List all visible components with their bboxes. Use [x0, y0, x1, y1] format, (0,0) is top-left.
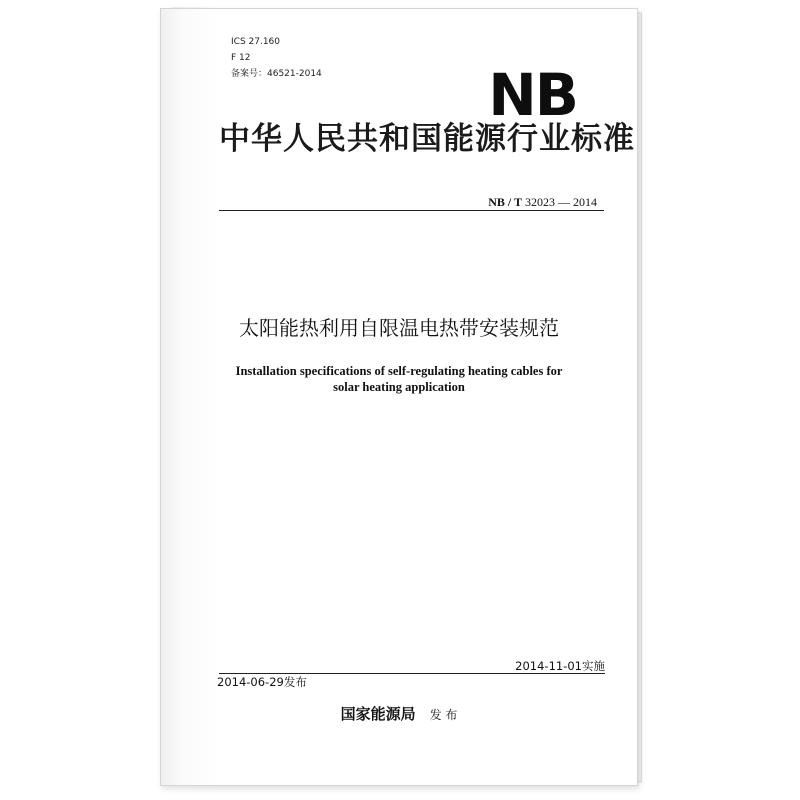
ics-code: ICS 27.160 [231, 37, 281, 47]
standard-category: 中华人民共和国能源行业标准 [219, 121, 635, 157]
title-english [161, 363, 637, 395]
issue-date: 2014-06-29发布 [217, 675, 307, 689]
filing-number: 备案号：46521-2014 [231, 69, 322, 79]
standard-prefix: NB / T [488, 195, 522, 209]
nb-logo: NB [488, 61, 577, 129]
implementation-date: 2014-11-01实施 [515, 659, 605, 673]
title-chinese: 太阳能热利用自限温电热带安装规范 [239, 316, 559, 340]
publisher-name: 国家能源局 [340, 705, 416, 723]
standard-code: 32023 — 2014 [525, 195, 597, 209]
standard-number [488, 195, 597, 210]
ccs-code: F 12 [231, 53, 251, 63]
title-english-line-2: solar heating application [333, 380, 465, 394]
publisher [161, 703, 637, 724]
top-divider [219, 210, 604, 211]
publisher-verb: 发 布 [429, 708, 458, 722]
title-english-line-1: Installation specifications of self-regulating heating cables for [235, 364, 563, 378]
standard-cover [160, 8, 638, 786]
